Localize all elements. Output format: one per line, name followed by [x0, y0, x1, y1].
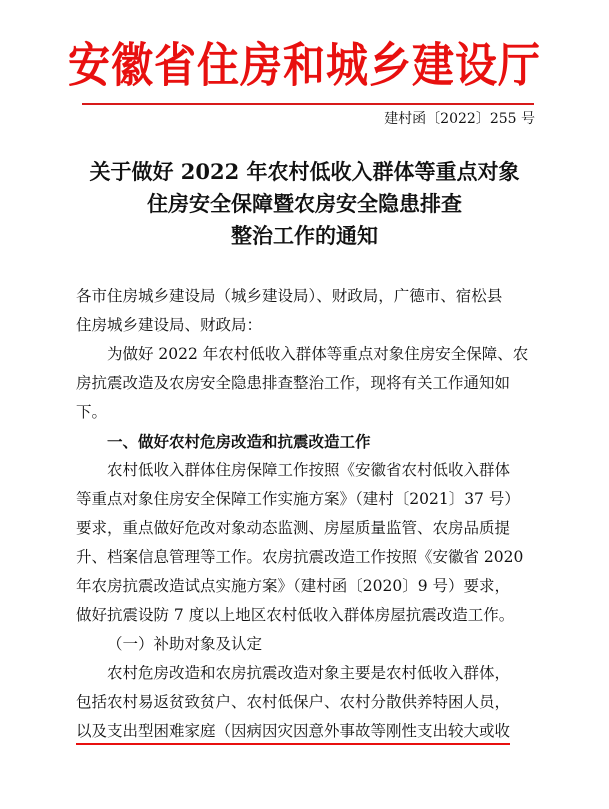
title-line-3: 整治工作的通知	[231, 223, 378, 248]
underlined-line	[76, 717, 536, 746]
letterhead	[0, 36, 609, 96]
title-line-2: 住房安全保障暨农房安全隐患排查	[147, 191, 462, 216]
paragraph-line: 年农房抗震改造试点实施方案》（建村函〔2020〕9 号）要求，	[76, 577, 510, 595]
document-title	[40, 156, 569, 252]
red-underlined-text: 以及支出型困难家庭（因病因灾因意外事故等刚性支出较大或收	[76, 719, 510, 745]
intro-line-2: 房抗震改造及农房安全隐患排查整治工作，现将有关工作通知如	[76, 374, 511, 392]
subsection-heading-1: （一）补助对象及认定	[107, 635, 263, 653]
paragraph-line: 包括农村易返贫致贫户、农村低保户、农村分散供养特困人员，	[76, 693, 511, 711]
intro-line-1: 为做好 2022 年农村低收入群体等重点对象住房安全保障、农	[107, 345, 529, 363]
section-heading-1: 一、做好农村危房改造和抗震改造工作	[107, 432, 371, 451]
document-number: 建村函〔2022〕255 号	[384, 111, 535, 127]
paragraph-line: 等重点对象住房安全保障工作实施方案》（建村〔2021〕37 号）	[76, 490, 520, 508]
paragraph-line: 农村低收入群体住房保障工作按照《安徽省农村低收入群体	[107, 461, 511, 479]
paragraph-line: 做好抗震设防 7 度以上地区农村低收入群体房屋抗震改造工作。	[76, 606, 515, 624]
paragraph-line: 升、档案信息管理等工作。农房抗震改造工作按照《安徽省 2020	[76, 548, 524, 566]
title-line-1: 关于做好 2022 年农村低收入群体等重点对象	[89, 159, 520, 184]
addressee-line-2: 住房城乡建设局、财政局：	[76, 316, 263, 334]
addressee-line-1: 各市住房城乡建设局（城乡建设局）、财政局，广德市、宿松县	[76, 287, 503, 305]
red-rule	[82, 103, 534, 105]
intro-line-3: 下。	[76, 403, 108, 421]
document-body	[76, 282, 536, 746]
paragraph-line: 农村危房改造和农房抗震改造对象主要是农村低收入群体，	[107, 664, 511, 682]
agency-name: 安徽省住房和城乡建设厅	[67, 38, 541, 93]
paragraph-line: 要求，重点做好危改对象动态监测、房屋质量监管、农房品质提	[76, 519, 511, 537]
